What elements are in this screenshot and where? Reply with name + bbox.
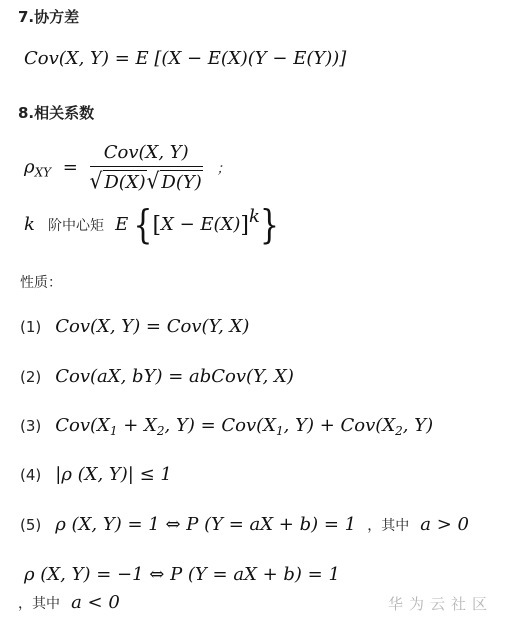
correlation-heading: 8.相关系数 [18,104,95,122]
expr-part: , Y) + Cov(X [283,415,396,436]
rho-symbol: ρ [24,156,35,178]
property-number: (5) [20,516,42,534]
property-item [20,514,469,535]
right-bracket-icon: ] [240,213,249,238]
property-condition: a > 0 [420,514,470,535]
correlation-eq: = [62,156,78,178]
sqrt-dx: D(X) [104,172,146,193]
property-item [20,366,294,387]
property-extra-expr: ρ (X, Y) = −1 ⇔ P (Y = aX + b) = 1 [24,564,340,585]
property-expr: Cov(X, Y) = Cov(Y, X) [55,316,250,337]
property-item [20,316,249,337]
property-extra-condition-line [18,592,120,613]
left-bracket-icon: [ [152,213,162,238]
right-brace-icon: } [259,202,279,249]
property-item [20,415,433,438]
expr-part: , Y) [402,415,434,436]
property-extra-condition: a < 0 [71,592,120,613]
correlation-fraction [90,142,203,193]
moment-e: E [115,214,129,235]
rho-subscript: XY [34,165,52,180]
property-extra [24,564,340,585]
property-number: (2) [20,368,42,386]
property-extra-note: ，其中 [18,596,60,612]
property-item [20,464,172,485]
expr-part: + X [117,415,157,436]
properties-label: 性质： [20,275,62,291]
property-number: (1) [20,318,42,336]
property-expr [55,415,433,436]
moment-k: k [24,214,35,235]
moment-inner: X − E(X) [161,214,241,235]
covariance-heading: 7.协方差 [18,8,80,26]
correlation-separator: ； [216,160,231,177]
expr-part: , Y) = Cov(X [164,415,276,436]
expr-part: Cov(X [55,415,110,436]
moment-label: 阶中心矩 [48,218,105,234]
sqrt-icon: √ [146,167,160,195]
moment-power: k [248,206,260,227]
covariance-rhs: E [(X − E(X)(Y − E(Y))] [135,48,347,69]
property-expr: |ρ (X, Y)| ≤ 1 [55,464,172,485]
property-expr: Cov(aX, bY) = abCov(Y, X) [55,366,294,387]
sqrt-dy: D(Y) [161,172,202,193]
covariance-formula [24,48,346,69]
expr-sub: 1 [276,424,284,438]
left-brace-icon: { [133,202,153,249]
property-note: ，其中 [367,518,410,534]
covariance-lhs: Cov(X, Y) [24,48,109,69]
fraction-denominator [90,167,203,193]
property-number: (3) [20,417,42,435]
watermark-logo: 华为云社区 [387,595,493,613]
expr-sub: 1 [109,424,118,438]
covariance-eq: = [114,48,130,69]
expr-sub: 2 [156,424,165,438]
fraction-numerator: Cov(X, Y) [90,142,203,167]
central-moment-line [24,202,279,249]
correlation-formula [24,142,231,193]
expr-sub: 2 [395,424,403,438]
property-number: (4) [20,466,42,484]
property-expr: ρ (X, Y) = 1 ⇔ P (Y = aX + b) = 1 [55,514,357,535]
sqrt-icon: √ [89,167,103,195]
